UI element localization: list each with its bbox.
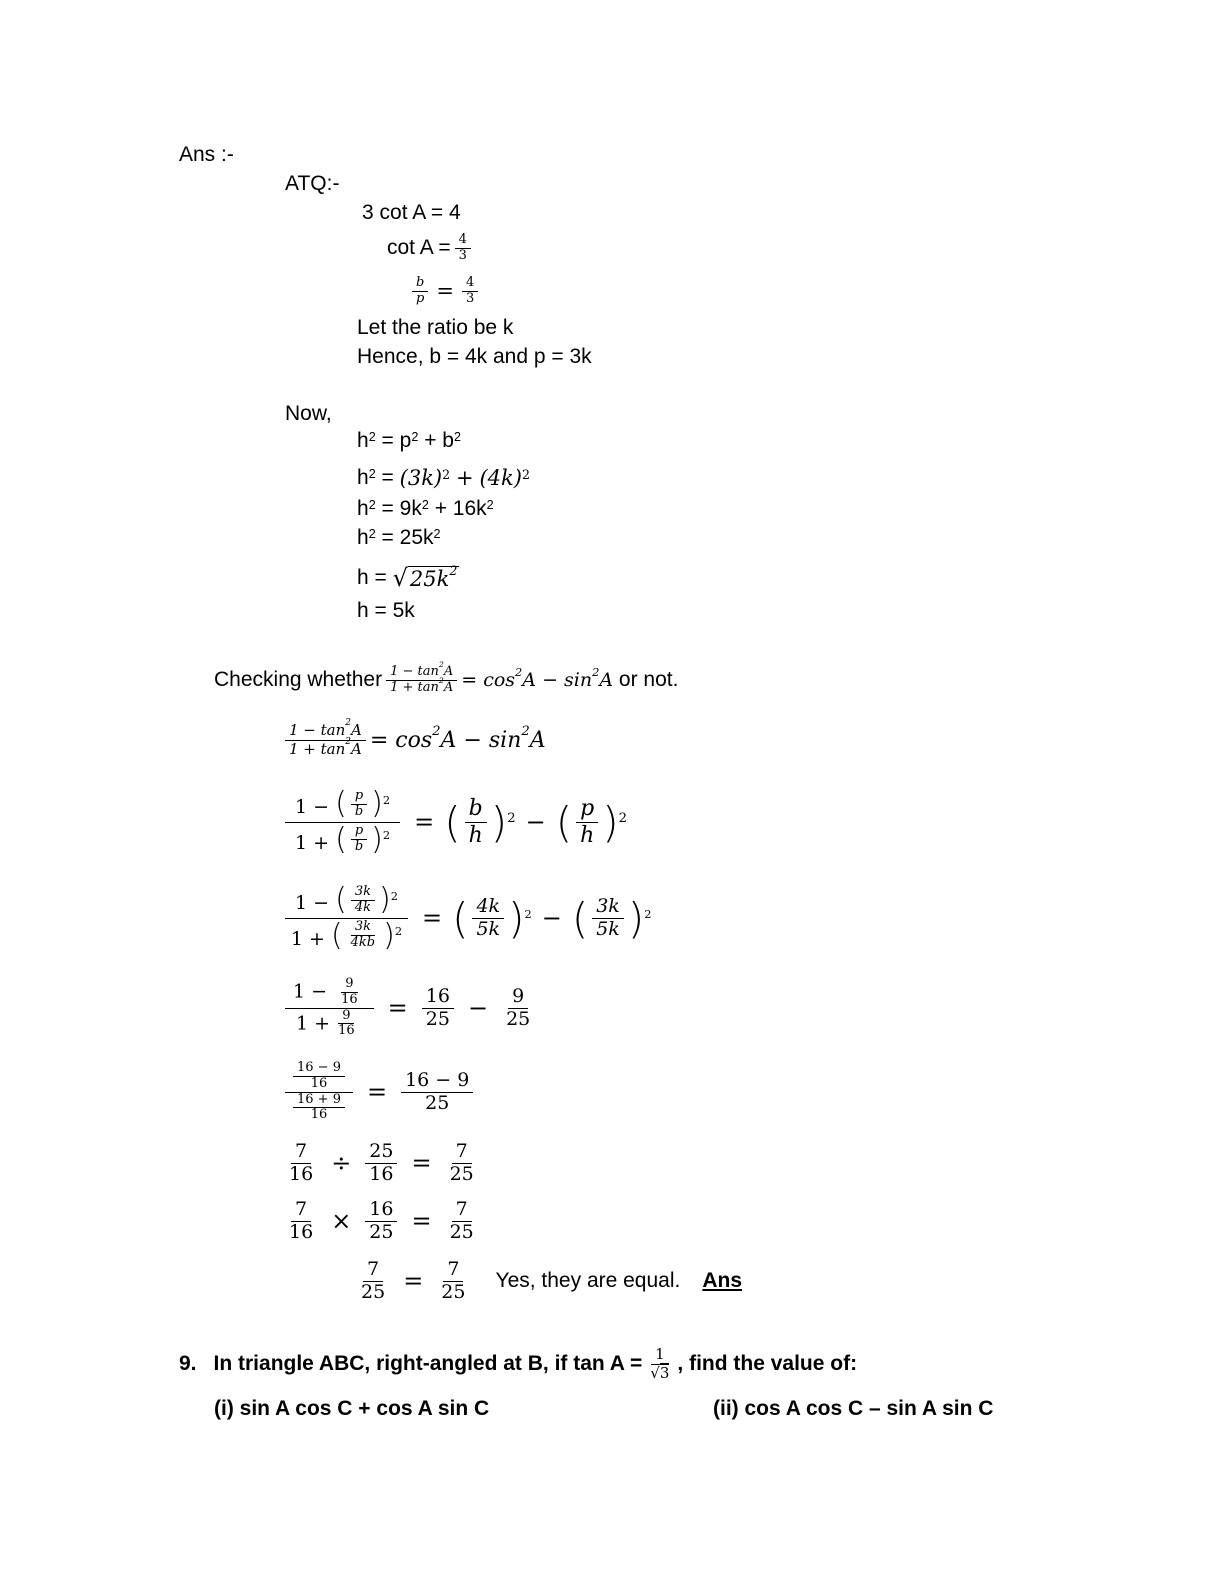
exponent: 2 [345,736,352,747]
denominator: 3 [458,247,467,263]
fraction [285,787,400,857]
denominator: b [354,839,364,855]
denominator: 16 [310,1107,328,1123]
text: = cos [369,727,433,753]
equals: = [411,1207,432,1235]
numerator [386,659,457,681]
text: A [522,669,537,691]
numerator: 7 [363,1259,383,1282]
denominator: 5k [596,917,620,940]
text: h [357,429,369,452]
numerator: 9 [508,986,528,1009]
denominator: 25 [441,1280,466,1303]
step-5 [285,1052,477,1132]
text: = [381,466,394,489]
question-9-part-i: (i) sin A cos C + cos A sin C [214,1397,490,1420]
exponent: 2 [368,527,376,541]
paren-group: ( $\frac{b}{h}$ ) $^2$ [444,796,516,848]
fraction [422,986,454,1031]
text: h [357,526,369,549]
equals: = [421,904,443,932]
exponent: 2 [382,828,391,843]
text: + [313,831,330,854]
text: 1 [290,927,303,950]
exponent: 2 [368,430,376,444]
denominator: 25 [506,1007,531,1030]
question-number: 9. [179,1352,197,1375]
numerator: 7 [452,1199,472,1222]
numerator [285,718,366,740]
ratio-line-2: Hence, b = 4k and p = 3k [357,345,592,368]
numerator [285,883,408,919]
denominator: 16 [341,991,358,1007]
minus: − [525,808,546,836]
exponent: 2 [368,467,376,481]
question-9-part-ii: (ii) cos A cos C – sin A sin C [713,1397,994,1420]
denominator [285,736,366,758]
ans-marker: Ans [702,1269,743,1292]
text: Checking whether [214,668,383,691]
minus: − [541,904,562,932]
rhs [461,665,614,691]
paren-group: ( $\frac{3k}{5k}$ ) $^2$ [571,893,652,943]
fraction [365,1141,397,1186]
atq-label: ATQ:- [285,172,340,195]
denominator: 4kb [350,935,376,951]
denominator: 16 [289,1162,314,1185]
numerator: 7 [452,1141,472,1164]
numerator: b [412,276,428,292]
denominator: 16 [289,1220,314,1243]
fraction [285,883,408,953]
numerator: 4 [455,233,471,249]
exponent: 2 [382,792,391,807]
numerator: b [465,796,487,822]
fraction [285,977,374,1040]
denominator: 16 [369,1162,394,1185]
text: 1 + tan [390,679,439,695]
rhs [369,723,546,753]
fraction [446,1199,478,1244]
denominator: 25 [449,1162,474,1185]
denominator [292,1009,367,1040]
numerator: 7 [291,1199,311,1222]
denominator: 16 [338,1023,355,1039]
text: A [440,727,457,753]
text: h [357,497,369,520]
text: A [529,727,546,753]
text: h = [357,566,387,589]
text: − [313,796,330,818]
denominator [287,919,406,954]
exponent: 2 [345,718,352,729]
text: − sin [542,669,593,691]
exponent: 2 [486,498,494,512]
step-1 [285,710,546,770]
text: + [314,1011,331,1034]
text: 1 [295,796,308,818]
text: 1 [295,831,308,854]
numerator: 4k [472,896,504,919]
numerator: 9 [341,977,357,993]
step-6 [285,1133,482,1193]
exponent: 2 [432,723,441,739]
text: 1 [293,980,306,1003]
text: − sin [463,727,522,753]
exponent: 2 [521,723,530,739]
text: = 25k [381,526,434,549]
numerator: 7 [443,1259,463,1282]
text: 1 [296,1011,309,1034]
plus: + [456,466,474,490]
text: 1 [295,892,308,914]
equals: = [366,1078,388,1106]
denominator [291,823,394,858]
fraction [455,233,471,264]
equals: = [414,808,435,836]
denominator: 25 [425,1007,450,1030]
fraction [285,1141,317,1186]
denominator [285,1093,353,1124]
fraction [502,986,534,1031]
denominator: 25 [361,1280,386,1303]
paren-group: ( $\frac{4k}{5k}$ ) $^2$ [452,893,532,943]
numerator: 9 [338,1009,354,1025]
ans-label: Ans :- [179,143,234,166]
fraction [446,1141,478,1186]
numerator: 16 − 9 [293,1061,345,1077]
numerator: 1 [651,1346,669,1364]
exponent: 2 [453,430,461,444]
exponent: 2 [433,527,441,541]
denominator: 3 [465,290,475,306]
equals: = [411,1149,432,1177]
fraction [285,718,366,758]
exponent: 2 [368,498,376,512]
fraction [285,1061,353,1124]
paren-group: ( $\frac{p}{h}$ ) $^2$ [555,796,628,848]
text: − [313,892,330,914]
radicand [408,562,459,591]
text: cot A = [387,236,451,259]
fraction [386,659,457,696]
text: h [357,466,369,489]
step-8 [357,1251,742,1311]
text: = p [381,429,412,452]
text: A [599,669,614,691]
given-line-1: 3 cot A = 4 [362,201,461,224]
numerator: p [351,789,367,805]
fraction [357,1259,389,1304]
text: + 16k [434,497,487,520]
text: + b [424,429,454,452]
denominator [386,675,457,696]
numerator: p [351,824,367,840]
sqrt-symbol: √ [392,564,408,592]
denominator: h [580,822,595,848]
times: × [331,1207,352,1235]
equals: = [436,279,454,303]
question-text: , find the value of: [677,1352,858,1375]
numerator [285,977,374,1009]
fraction [646,1346,673,1382]
text: A [443,663,454,679]
numerator: 4 [462,276,478,292]
text: A [351,739,362,758]
denominator: 5k [476,917,501,940]
exponent: 2 [507,810,516,826]
question-text: In triangle ABC, right-angled at B, if tan A = [213,1352,643,1375]
numerator: 7 [291,1141,311,1164]
exponent: 2 [421,498,429,512]
math: 25k [409,566,450,591]
exponent: 2 [515,665,523,679]
exponent: 2 [618,810,628,826]
pythagoras-line-6: h = 5k [357,599,415,622]
equals: = [387,994,408,1022]
paren-group: ( $\frac{p}{b}$ ) $^2$ [335,821,391,857]
step-4 [285,970,538,1046]
minus: − [467,994,489,1022]
denominator: 16 [310,1075,328,1091]
fraction [365,1199,397,1244]
denominator: p [416,290,425,306]
text: 1 + tan [289,739,346,758]
denominator: 25 [425,1091,450,1114]
now-label: Now, [285,402,332,425]
exponent: 2 [438,675,444,685]
denominator: 25 [449,1220,474,1243]
numerator [285,787,400,823]
numerator: 16 + 9 [293,1093,345,1109]
paren-group: ( $\frac{p}{b}$ ) $^2$ [335,786,391,821]
denominator: 25 [369,1220,394,1243]
divide: ÷ [331,1149,352,1177]
exponent: 2 [521,466,530,482]
text: 1 − tan [289,721,346,740]
numerator [285,1061,353,1093]
exponent: 2 [438,659,444,669]
ratio-line-1: Let the ratio be k [357,316,514,339]
fraction [401,1070,473,1115]
math: (3k) [399,466,443,490]
exponent: 2 [592,665,600,679]
fraction [285,1199,317,1244]
exponent: 2 [394,924,403,939]
text: A [443,679,454,695]
denominator: √3 [650,1363,670,1382]
numerator: 3k [592,896,624,919]
text: A [351,721,362,740]
radicand: 3 [659,1363,670,1382]
numerator: p [576,796,598,822]
numerator: 16 [365,1199,397,1222]
denominator: 4k [354,899,371,915]
step-7 [285,1191,482,1251]
text: − [311,980,328,1003]
conclusion-text: Yes, they are equal. [495,1269,681,1292]
exponent: 2 [524,907,532,921]
step-2 [285,782,627,862]
exponent: 2 [390,888,398,903]
text: 1 − tan [390,663,439,679]
fraction [437,1259,469,1304]
exponent: 2 [449,562,458,578]
text: = 9k [381,497,422,520]
checking-line [214,650,678,710]
paren-group: ( $\frac{3k}{4k}$ ) $^2$ [335,882,398,917]
text: + [308,927,325,950]
numerator: 25 [365,1141,397,1164]
exponent: 2 [442,466,451,482]
denominator: b [354,803,364,819]
exponent: 2 [411,430,419,444]
text: or not. [618,668,679,691]
denominator: h [468,822,483,848]
step-3 [285,878,651,958]
exponent: 2 [644,907,652,921]
equals: = [403,1267,424,1295]
numerator: 16 − 9 [401,1070,473,1093]
math: (4k) [479,466,522,490]
numerator: 3k [351,920,375,936]
numerator: 3k [351,885,375,901]
numerator: 16 [422,986,454,1009]
text: = cos [461,669,516,691]
paren-group: ( $\frac{3k}{4kb}$ ) $^2$ [330,917,403,953]
